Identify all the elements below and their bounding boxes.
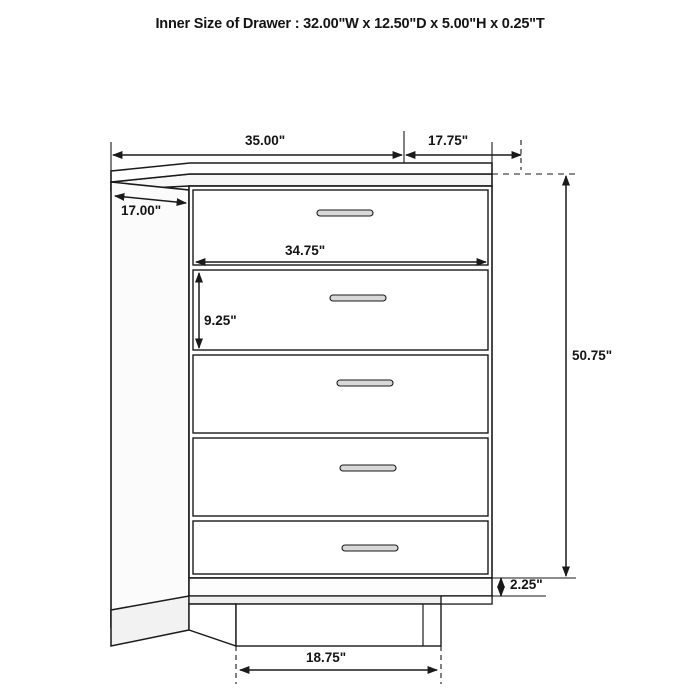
drawer-front[interactable] xyxy=(193,355,488,433)
dim-label-side-depth: 17.00" xyxy=(121,203,162,218)
base-right-notch xyxy=(441,596,492,604)
drawer-handle[interactable] xyxy=(317,210,373,216)
base-left-block xyxy=(189,604,236,646)
dim-label-drawer-height: 9.25" xyxy=(204,313,237,328)
drawer-front[interactable] xyxy=(193,521,488,574)
dim-label-top-depth: 17.75" xyxy=(428,133,469,148)
page-title: Inner Size of Drawer : 32.00"W x 12.50"D x 5.00"H x 0.25"T xyxy=(155,16,545,32)
drawer-front[interactable] xyxy=(193,270,488,350)
dim-label-drawer-width: 34.75" xyxy=(285,243,326,258)
base-rail xyxy=(189,578,492,596)
drawer-front[interactable] xyxy=(193,190,488,265)
dim-label-top-width: 35.00" xyxy=(245,133,286,148)
dim-label-base-width: 18.75" xyxy=(306,650,347,665)
drawer-handle[interactable] xyxy=(342,545,398,551)
dim-label-leg-height: 2.25" xyxy=(510,577,543,592)
dim-label-overall-height: 50.75" xyxy=(572,348,613,363)
drawer-front[interactable] xyxy=(193,438,488,516)
chest-side-panel xyxy=(111,182,189,627)
drawer-handle[interactable] xyxy=(337,380,393,386)
chest-body xyxy=(111,163,492,646)
base-front-block xyxy=(236,604,441,646)
drawer-handle[interactable] xyxy=(330,295,386,301)
drawer-handle[interactable] xyxy=(340,465,396,471)
